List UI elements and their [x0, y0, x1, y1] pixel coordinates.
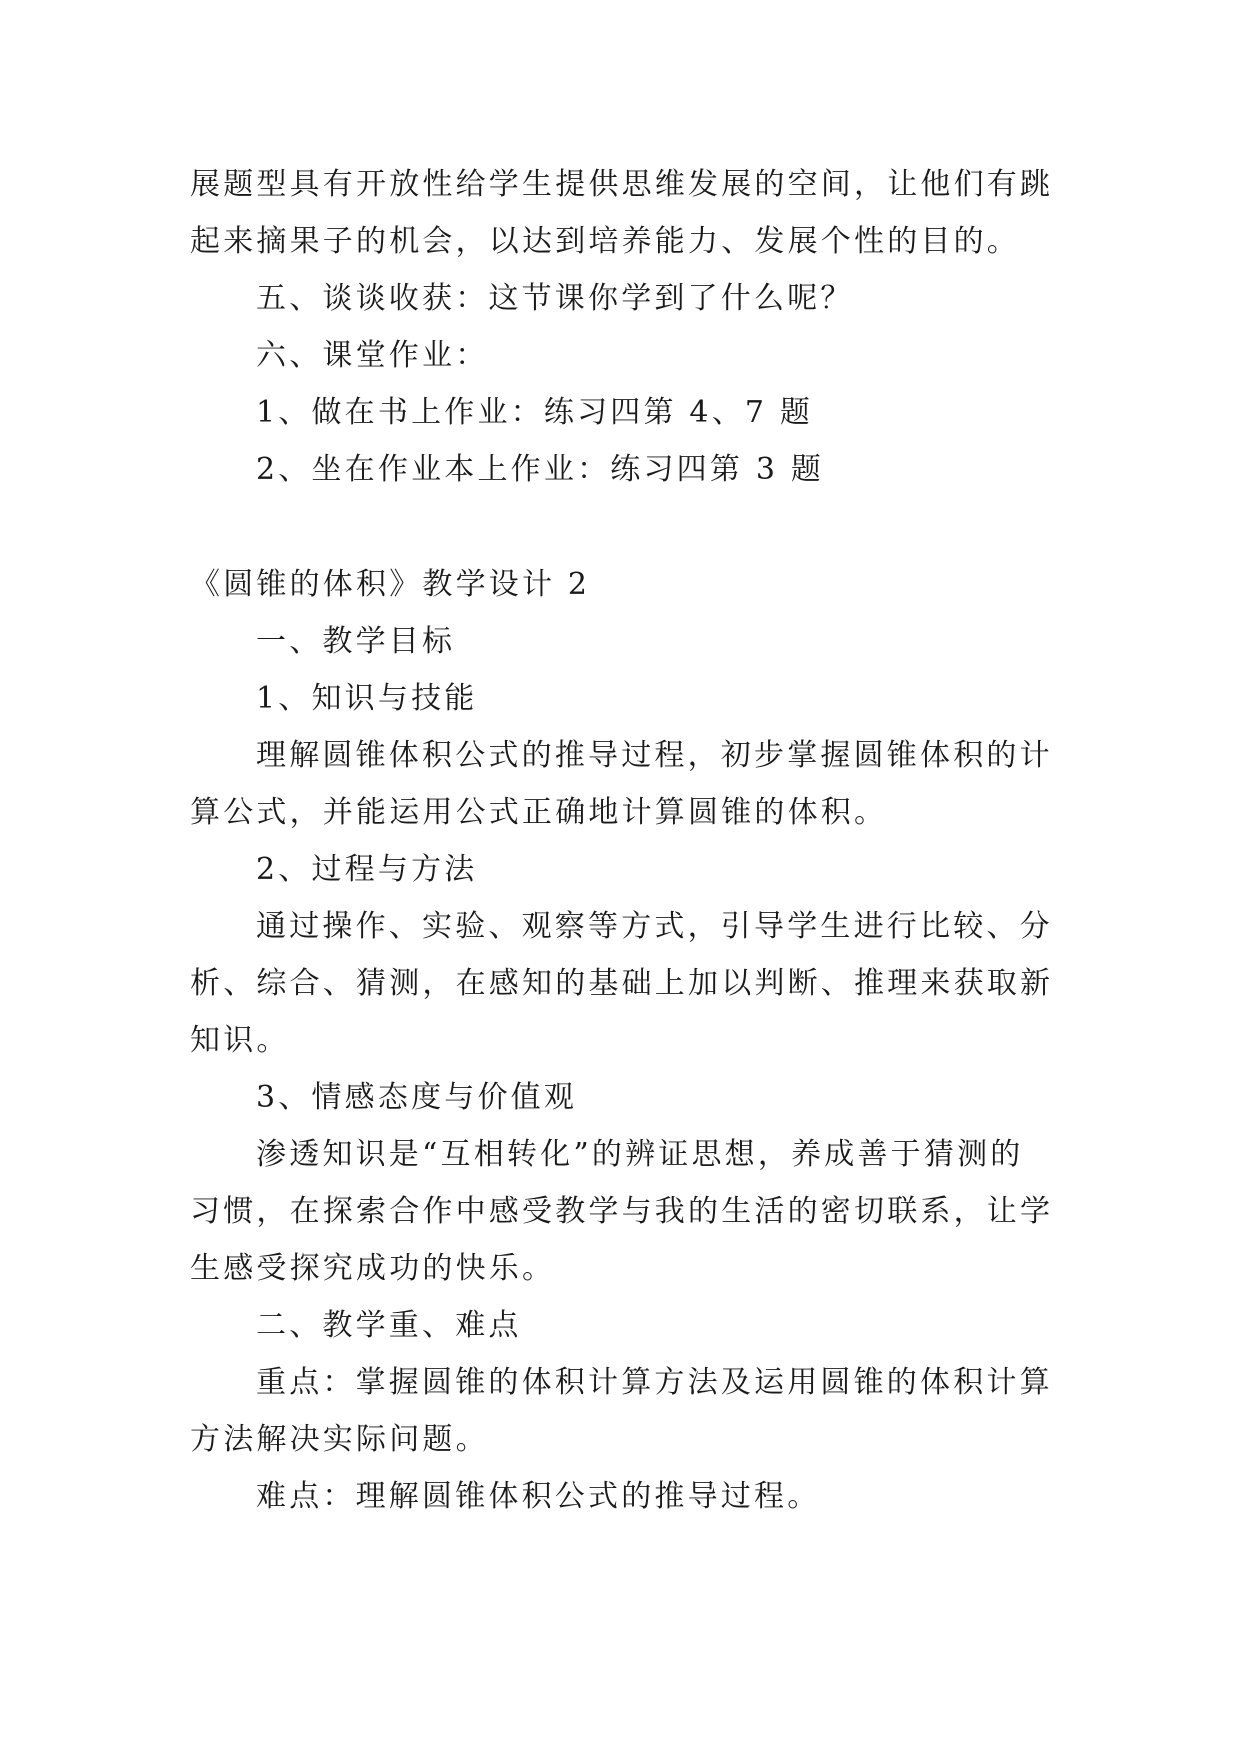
section-heading: 六、课堂作业：: [256, 338, 489, 373]
paragraph-line: 五、谈谈收获：这节课你学到了什么呢？: [256, 281, 854, 316]
paragraph-line: 难点：理解圆锥体积公式的推导过程。: [256, 1479, 821, 1514]
section-heading: 二、教学重、难点: [256, 1308, 522, 1343]
paragraph-line: 析、综合、猜测，在感知的基础上加以判断、推理来获取新: [190, 966, 1054, 1001]
subsection-heading: 1、知识与技能: [256, 681, 478, 716]
list-item: 2、坐在作业本上作业：练习四第 3 题: [256, 452, 825, 487]
paragraph-line: 渗透知识是“互相转化”的辨证思想，养成善于猜测的: [256, 1137, 1024, 1172]
paragraph-line: 起来摘果子的机会，以达到培养能力、发展个性的目的。: [190, 224, 1020, 259]
subsection-heading: 3、情感态度与价值观: [256, 1080, 578, 1115]
document-title: 《圆锥的体积》教学设计 2: [190, 567, 591, 602]
paragraph-line: 生感受探究成功的快乐。: [190, 1251, 556, 1286]
list-item: 1、做在书上作业：练习四第 4、7 题: [256, 395, 814, 430]
paragraph-line: 展题型具有开放性给学生提供思维发展的空间，让他们有跳: [190, 167, 1054, 202]
paragraph-line: 知识。: [190, 1023, 290, 1058]
paragraph-line: 通过操作、实验、观察等方式，引导学生进行比较、分: [256, 909, 1053, 944]
paragraph-line: 习惯，在探索合作中感受教学与我的生活的密切联系，让学: [190, 1194, 1054, 1229]
paragraph-line: 重点：掌握圆锥的体积计算方法及运用圆锥的体积计算: [256, 1365, 1053, 1400]
paragraph-line: 理解圆锥体积公式的推导过程，初步掌握圆锥体积的计: [256, 738, 1053, 773]
section-heading: 一、教学目标: [256, 624, 456, 659]
paragraph-line: 方法解决实际问题。: [190, 1422, 489, 1457]
paragraph-line: 算公式，并能运用公式正确地计算圆锥的体积。: [190, 795, 888, 830]
subsection-heading: 2、过程与方法: [256, 852, 478, 887]
